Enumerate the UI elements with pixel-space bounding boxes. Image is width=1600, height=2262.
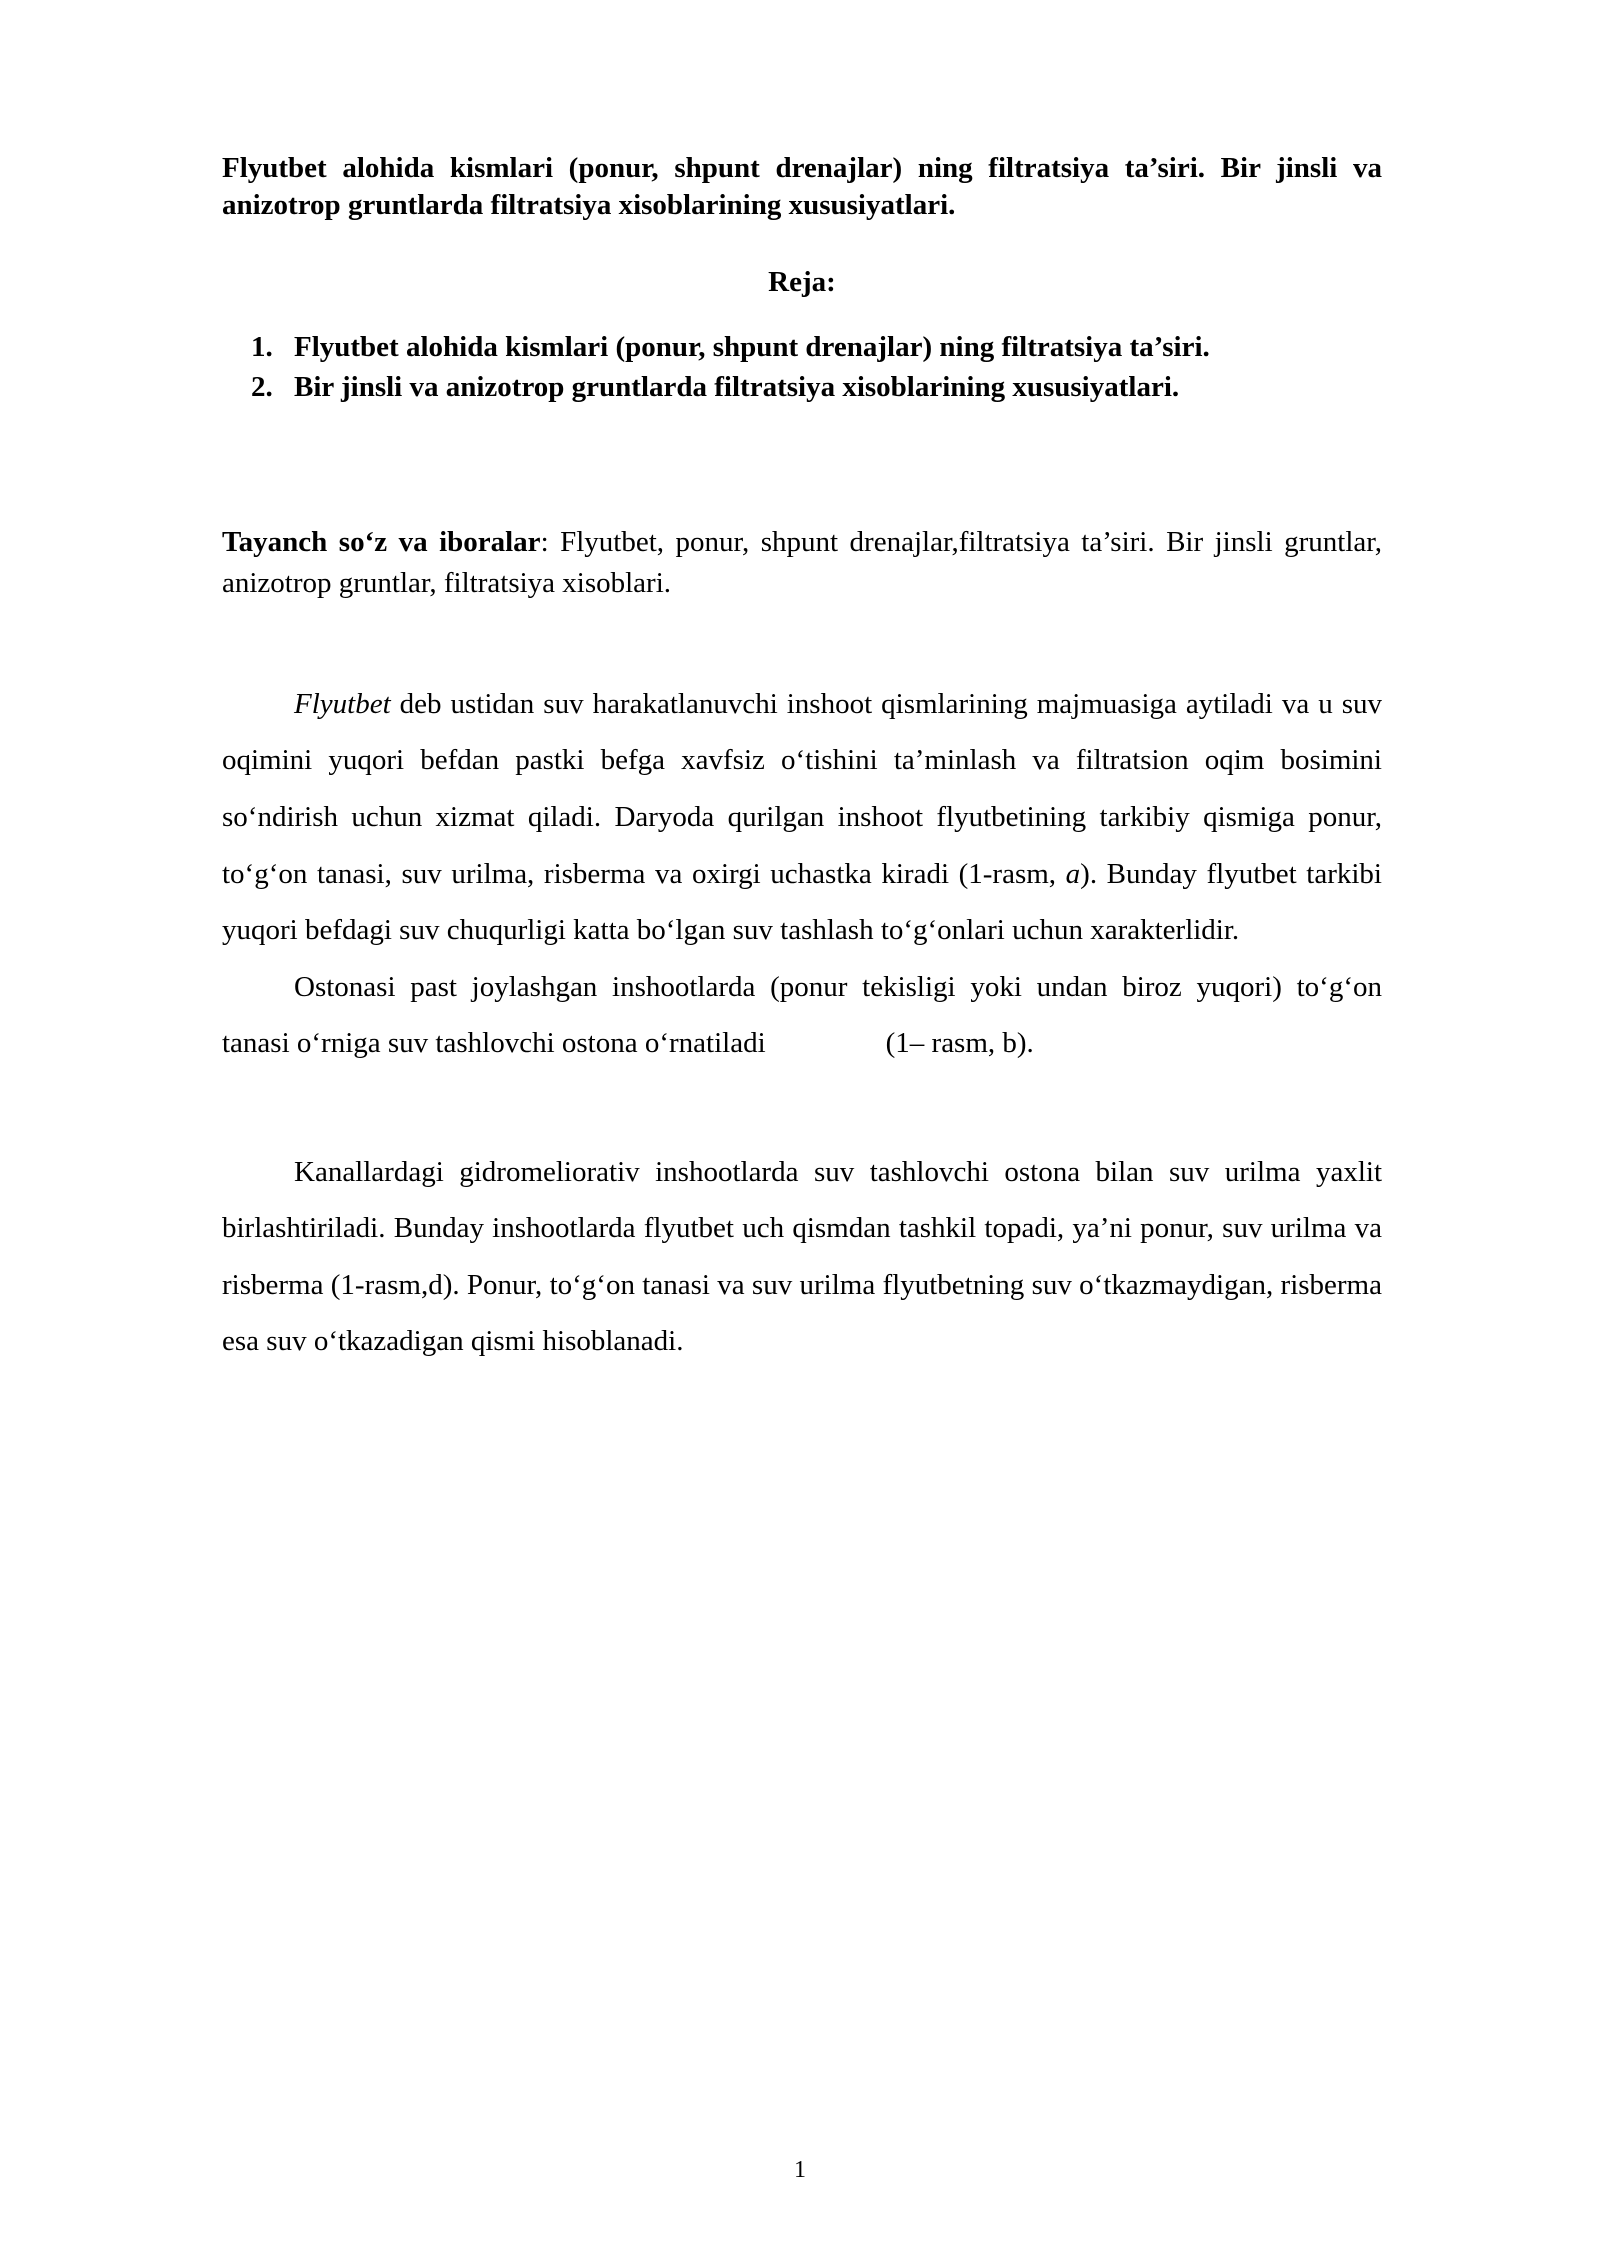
list-item: 1. Flyutbet alohida kismlari (ponur, shpunt drenajlar) ning filtratsiya ta’siri. [280, 329, 1382, 367]
keywords-label: Tayanch so‘z va iboralar [222, 525, 541, 558]
paragraph-2-part-2: (1– rasm, b). [885, 1027, 1034, 1060]
page-number: 1 [794, 2157, 806, 2183]
keywords-text: : Flyutbet, ponur, shpunt drenajlar,filtratsiya ta’siri. Bir jinsli gruntlar, anizotrop gruntlar, filtratsiya xisoblari. [222, 525, 1382, 599]
body-paragraph-1 [222, 676, 1382, 959]
paragraph-1-part-2: ). Bunday flyutbet tarkibi yuqori befdagi suv chuqurligi katta bo‘lgan suv tashlash to‘g‘onlari uchun xarakterlidir. [222, 857, 1382, 947]
list-item: 2. Bir jinsli va anizotrop gruntlarda filtratsiya xisoblarining xususiyatlari. [280, 369, 1382, 407]
paragraph-2-part-1: Ostonasi past joylashgan inshootlarda (ponur tekisligi yoki undan biroz yuqori) to‘g‘on tanasi o‘rniga suv tashlovchi ostona o‘rnatiladi [222, 970, 1382, 1060]
figure-label-a: a [1065, 857, 1081, 890]
term-flyutbet: Flyutbet [294, 687, 391, 720]
plan-heading: Reja: [768, 266, 836, 299]
paragraph-1-part-1: deb ustidan suv harakatlanuvchi inshoot qismlarining majmuasiga aytiladi va u suv oqimini yuqori befdan pastki befga xavfsiz o‘tishini ta’minlash va filtratsion oqim bosimini so‘ndirish uchun xizmat qiladi. Daryoda qurilgan inshoot flyutbetining tarkibiy qismiga ponur, to‘g‘on tanasi, suv urilma, risberma va oxirgi uchastka kiradi (1-rasm, [222, 687, 1382, 890]
page-title: Flyutbet alohida kismlari (ponur, shpunt drenajlar) ning filtratsiya ta’siri. Bir jinsli va anizotrop gruntlarda filtratsiya xisoblarining xususiyatlari. [222, 152, 1382, 222]
keywords-paragraph [222, 522, 1382, 604]
plan-list [222, 329, 1382, 406]
body-paragraph-3: Kanallardagi gidromeliorativ inshootlarda suv tashlovchi ostona bilan suv urilma yaxlit birlashtiriladi. Bunday inshootlarda flyutbet uch qismdan tashkil topadi, ya’ni ponur, suv urilma va risberma (1-rasm,d). Ponur, to‘g‘on tanasi va suv urilma flyutbetning suv o‘tkazmaydigan, risberma esa suv o‘tkazadigan qismi hisoblanadi. [222, 1155, 1382, 1358]
body-paragraph-2 [222, 959, 1382, 1072]
